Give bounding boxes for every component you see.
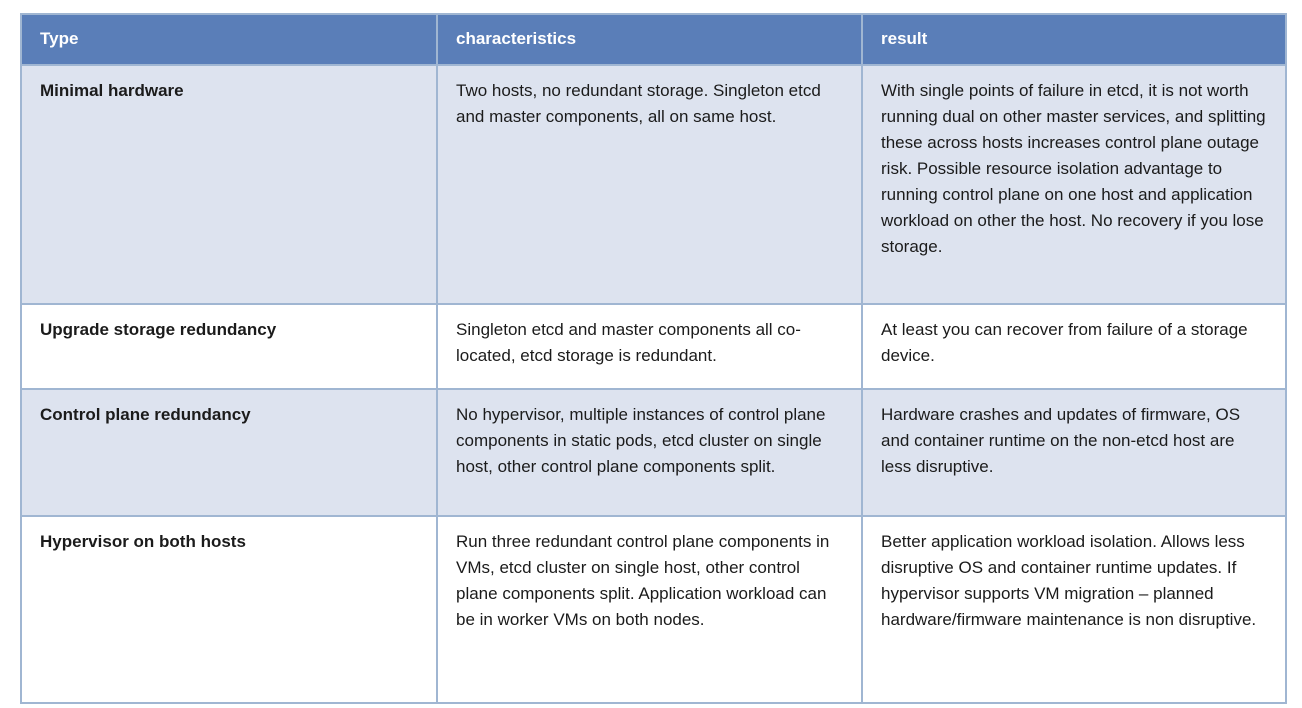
type-cell: Control plane redundancy <box>21 389 437 516</box>
table-row-hypervisor-on-both-hosts <box>21 516 1286 703</box>
type-cell: Upgrade storage redundancy <box>21 304 437 389</box>
characteristics-cell: Two hosts, no redundant storage. Singleton etcd and master components, all on same host. <box>437 65 862 304</box>
deployment-options-table <box>20 13 1287 704</box>
header-row <box>21 14 1286 65</box>
column-header-characteristics: characteristics <box>437 14 862 65</box>
type-cell: Minimal hardware <box>21 65 437 304</box>
table-row-control-plane-redundancy <box>21 389 1286 516</box>
characteristics-cell: Run three redundant control plane components in VMs, etcd cluster on single host, other control plane components split. Application workload can be in worker VMs on both nodes. <box>437 516 862 703</box>
type-cell: Hypervisor on both hosts <box>21 516 437 703</box>
characteristics-cell: Singleton etcd and master components all co-located, etcd storage is redundant. <box>437 304 862 389</box>
result-cell: Hardware crashes and updates of firmware, OS and container runtime on the non-etcd host are less disruptive. <box>862 389 1286 516</box>
column-header-result: result <box>862 14 1286 65</box>
result-cell: Better application workload isolation. Allows less disruptive OS and container runtime updates. If hypervisor supports VM migration – planned hardware/firmware maintenance is non disruptive. <box>862 516 1286 703</box>
result-cell: With single points of failure in etcd, it is not worth running dual on other master services, and splitting these across hosts increases control plane outage risk. Possible resource isolation advantage to running control plane on one host and application workload on other the host. No recovery if you lose storage. <box>862 65 1286 304</box>
table-row-minimal-hardware <box>21 65 1286 304</box>
characteristics-cell: No hypervisor, multiple instances of control plane components in static pods, etcd cluster on single host, other control plane components split. <box>437 389 862 516</box>
column-header-type: Type <box>21 14 437 65</box>
result-cell: At least you can recover from failure of a storage device. <box>862 304 1286 389</box>
table-row-upgrade-storage-redundancy <box>21 304 1286 389</box>
